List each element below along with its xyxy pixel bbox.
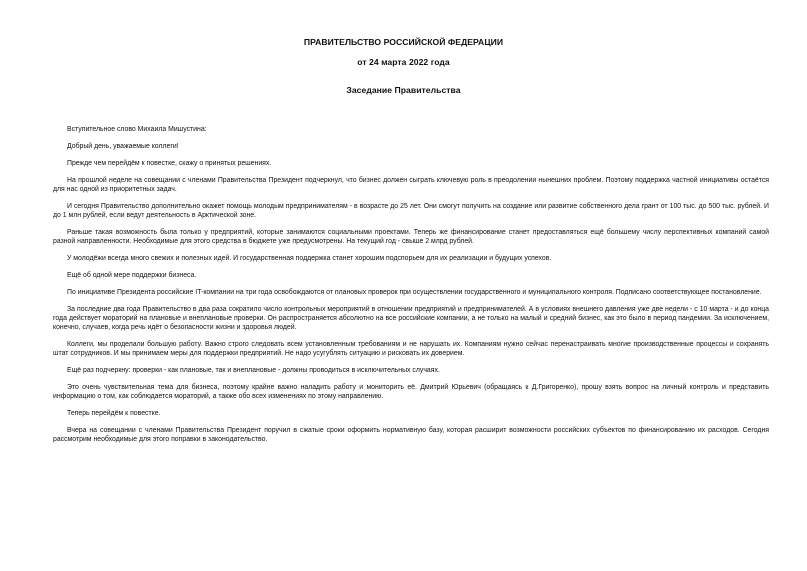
document-date: от 24 марта 2022 года [357, 57, 450, 67]
document-title: ПРАВИТЕЛЬСТВО РОССИЙСКОЙ ФЕДЕРАЦИИ [303, 37, 504, 47]
paragraph: Ещё раз подчеркну: проверки - как плановые, так и внеплановые - должны проводиться в исключительных случаях. [67, 367, 440, 375]
paragraph: Теперь перейдём к повестке. [67, 410, 161, 417]
paragraph: Ещё об одной мере поддержки бизнеса. [67, 271, 197, 279]
paragraph: Это очень чувствительная тема для бизнеса, поэтому крайне важно наладить работу и мониторить её. Дмитрий Юрьевич (обращаясь к Д.Григоренко), прошу взять вопрос на личный контроль и представить информацию о том, как соблюдается мораторий, а также обо всех изменениях по этому направлению. [53, 383, 769, 401]
paragraph: Коллеги, мы проделали большую работу. Важно строго следовать всем установленным требованиям и не нарушать их. Компаниям нужно сейчас перенастраивать многие производственные процессы и сохранять штат сотрудников. И мы принимаем меры для поддержки предприятий. Не надо усугублять ситуацию и рисковать их доверием. [53, 340, 769, 358]
paragraph: Вступительное слово Михаила Мишустина: [67, 126, 207, 133]
paragraph: За последние два года Правительство в два раза сократило число контрольных мероприятий в отношении предприятий и предпринимателей. А в условиях внешнего давления уже две недели - с 10 марта - и до конца года действует мораторий на плановые и внеплановые проверки. Он распространяется абсолютно на все российские компании, а не только на малый и средний бизнес, как это было в период пандемии. За исключением, конечно, случаев, когда речь идёт о безопасности жизни и здоровья людей. [53, 305, 769, 332]
paragraph: На прошлой неделе на совещании с членами Правительства Президент подчеркнул, что бизнес должен сыграть ключевую роль в преодолении нынешних проблем. Поэтому поддержка частной инициативы остаётся для нас одной из приоритетных задач. [53, 176, 769, 193]
document-body [53, 125, 769, 452]
paragraph: По инициативе Президента российские IT-компании на три года освобождаются от плановых проверок при осуществлении государственного и муниципального контроля. Подписано соответствующее постановление. [67, 288, 762, 296]
paragraph: Добрый день, уважаемые коллеги! [67, 142, 179, 150]
paragraph: И сегодня Правительство дополнительно окажет помощь молодым предпринимателям - в возрасте до 25 лет. Они смогут получить на создание или развитие собственного дела грант от 100 тыс. до 500 тыс. рублей. И до 1 млн рублей, если ведут деятельность в Арктической зоне. [53, 202, 769, 219]
paragraph: Вчера на совещании с членами Правительства Президент поручил в сжатые сроки оформить нормативную базу, которая расширит возможности российских субъектов по финансированию их расходов. Сегодня рассмотрим необходимые для этого поправки в законодательство. [53, 426, 769, 444]
paragraph: У молодёжи всегда много свежих и полезных идей. И государственная поддержка станет хорошим подспорьем для их реализации и будущих успехов. [67, 254, 552, 262]
paragraph: Прежде чем перейдём к повестке, скажу о принятых решениях. [67, 159, 272, 167]
paragraph: Раньше такая возможность была только у предприятий, которые занимаются социальными проектами. Теперь же финансирование станет предоставляться ещё большему числу перспективных компаний самой разной направленности. Необходимые для этого средства в бюджете уже предусмотрены. На текущий год - свыше 2 млрд рублей. [53, 228, 769, 246]
document-subtitle: Заседание Правительства [346, 85, 461, 95]
